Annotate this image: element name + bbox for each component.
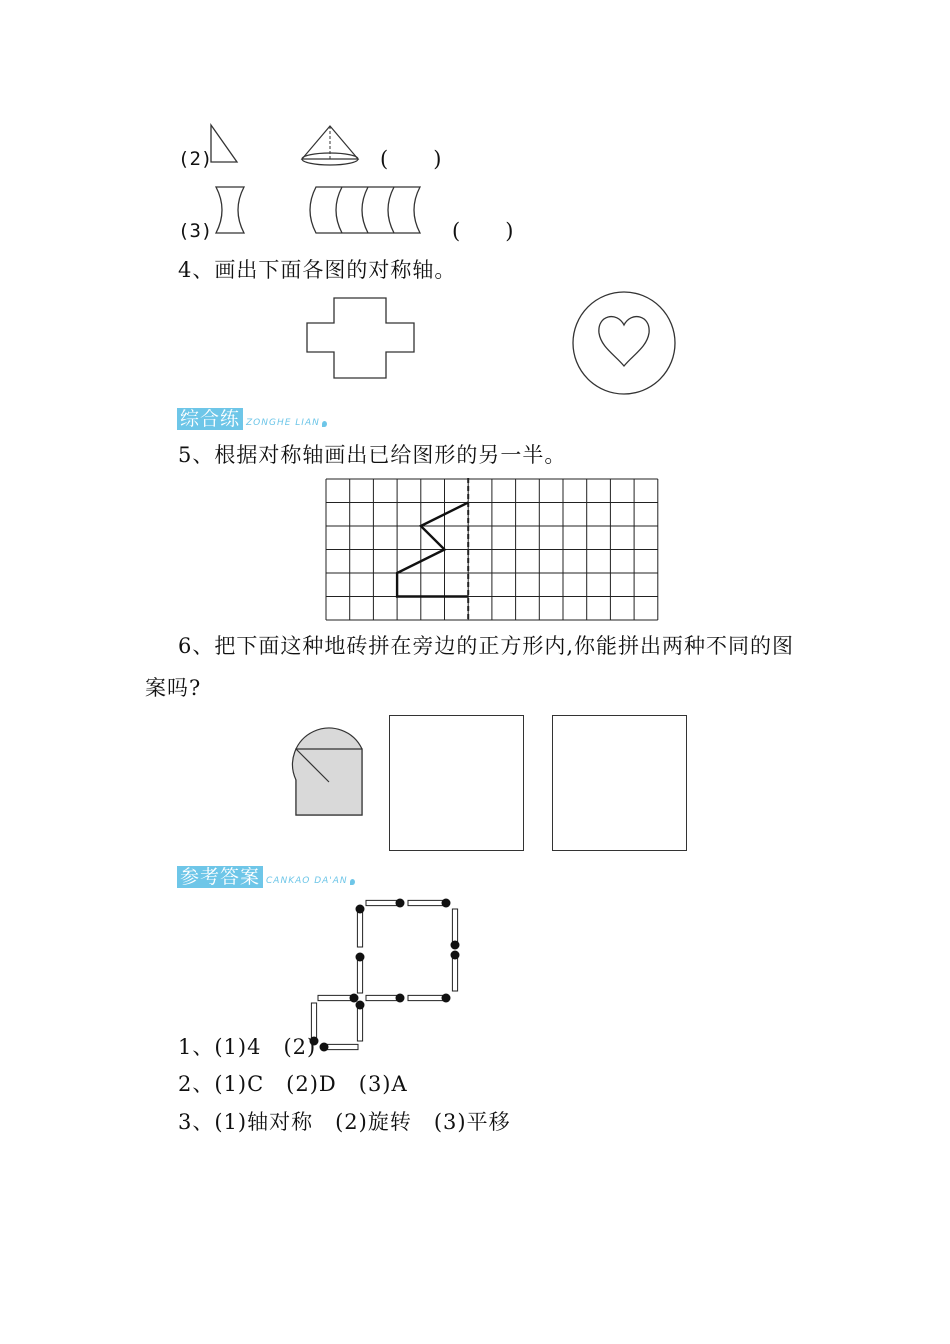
section-pinyin: ZONGHE LIAN bbox=[246, 418, 320, 428]
circle-heart-figure bbox=[571, 291, 679, 397]
drop-icon bbox=[350, 879, 355, 885]
matchstick bbox=[357, 957, 362, 993]
section-pinyin: CANKAO DA'AN bbox=[266, 876, 348, 886]
matchstick bbox=[357, 909, 362, 947]
empty-square-2 bbox=[552, 715, 687, 851]
q3-item3-label: (3) bbox=[178, 220, 213, 242]
q3-item3-paren: ( ) bbox=[452, 219, 515, 243]
matchstick-head bbox=[442, 994, 451, 1003]
answer-2: 2、(1)C (2)D (3)A bbox=[178, 1072, 408, 1096]
section-banner-practice bbox=[177, 408, 327, 430]
curved-panel-row-figure bbox=[310, 184, 430, 236]
q6-text-line2: 案吗? bbox=[145, 676, 202, 700]
q3-item2-label: (2) bbox=[178, 148, 213, 170]
matchstick bbox=[366, 900, 400, 905]
matchstick-head bbox=[396, 899, 405, 908]
q6-text-line1: 6、把下面这种地砖拼在旁边的正方形内,你能拼出两种不同的图 bbox=[178, 634, 795, 658]
matchstick-head bbox=[356, 905, 365, 914]
section-title: 综合练 bbox=[177, 408, 243, 430]
matchstick-head bbox=[396, 994, 405, 1003]
answer-3: 3、(1)轴对称 (2)旋转 (3)平移 bbox=[178, 1110, 511, 1134]
empty-square-1 bbox=[389, 715, 524, 851]
matchstick bbox=[357, 1005, 362, 1041]
matchstick-head bbox=[350, 994, 359, 1003]
matchstick bbox=[452, 955, 457, 991]
section-title: 参考答案 bbox=[177, 866, 263, 888]
matchstick bbox=[366, 995, 400, 1000]
matchstick-head bbox=[442, 899, 451, 908]
drop-icon bbox=[322, 421, 327, 427]
q3-item2-paren: ( ) bbox=[380, 147, 443, 171]
matchstick bbox=[318, 995, 354, 1000]
matchstick bbox=[408, 995, 446, 1000]
answer-1: 1、(1)4 (2) bbox=[178, 1035, 317, 1059]
matchstick-head bbox=[451, 941, 460, 950]
matchstick bbox=[408, 900, 446, 905]
floor-tile-figure bbox=[295, 748, 365, 818]
matchstick-head bbox=[356, 1001, 365, 1010]
cone-figure bbox=[300, 124, 362, 170]
symmetry-grid bbox=[325, 478, 661, 622]
matchstick-head bbox=[320, 1043, 329, 1052]
right-triangle-figure bbox=[210, 124, 240, 164]
matchstick bbox=[324, 1044, 358, 1049]
matchstick-head bbox=[451, 951, 460, 960]
section-banner-answers bbox=[177, 866, 355, 888]
curved-panel-figure bbox=[214, 184, 248, 236]
q4-text: 4、画出下面各图的对称轴。 bbox=[178, 258, 457, 282]
q5-text: 5、根据对称轴画出已给图形的另一半。 bbox=[178, 443, 567, 467]
cross-shape-figure bbox=[306, 297, 416, 381]
matchstick-figure bbox=[300, 895, 470, 1060]
matchstick-head bbox=[356, 953, 365, 962]
matchstick bbox=[452, 909, 457, 945]
